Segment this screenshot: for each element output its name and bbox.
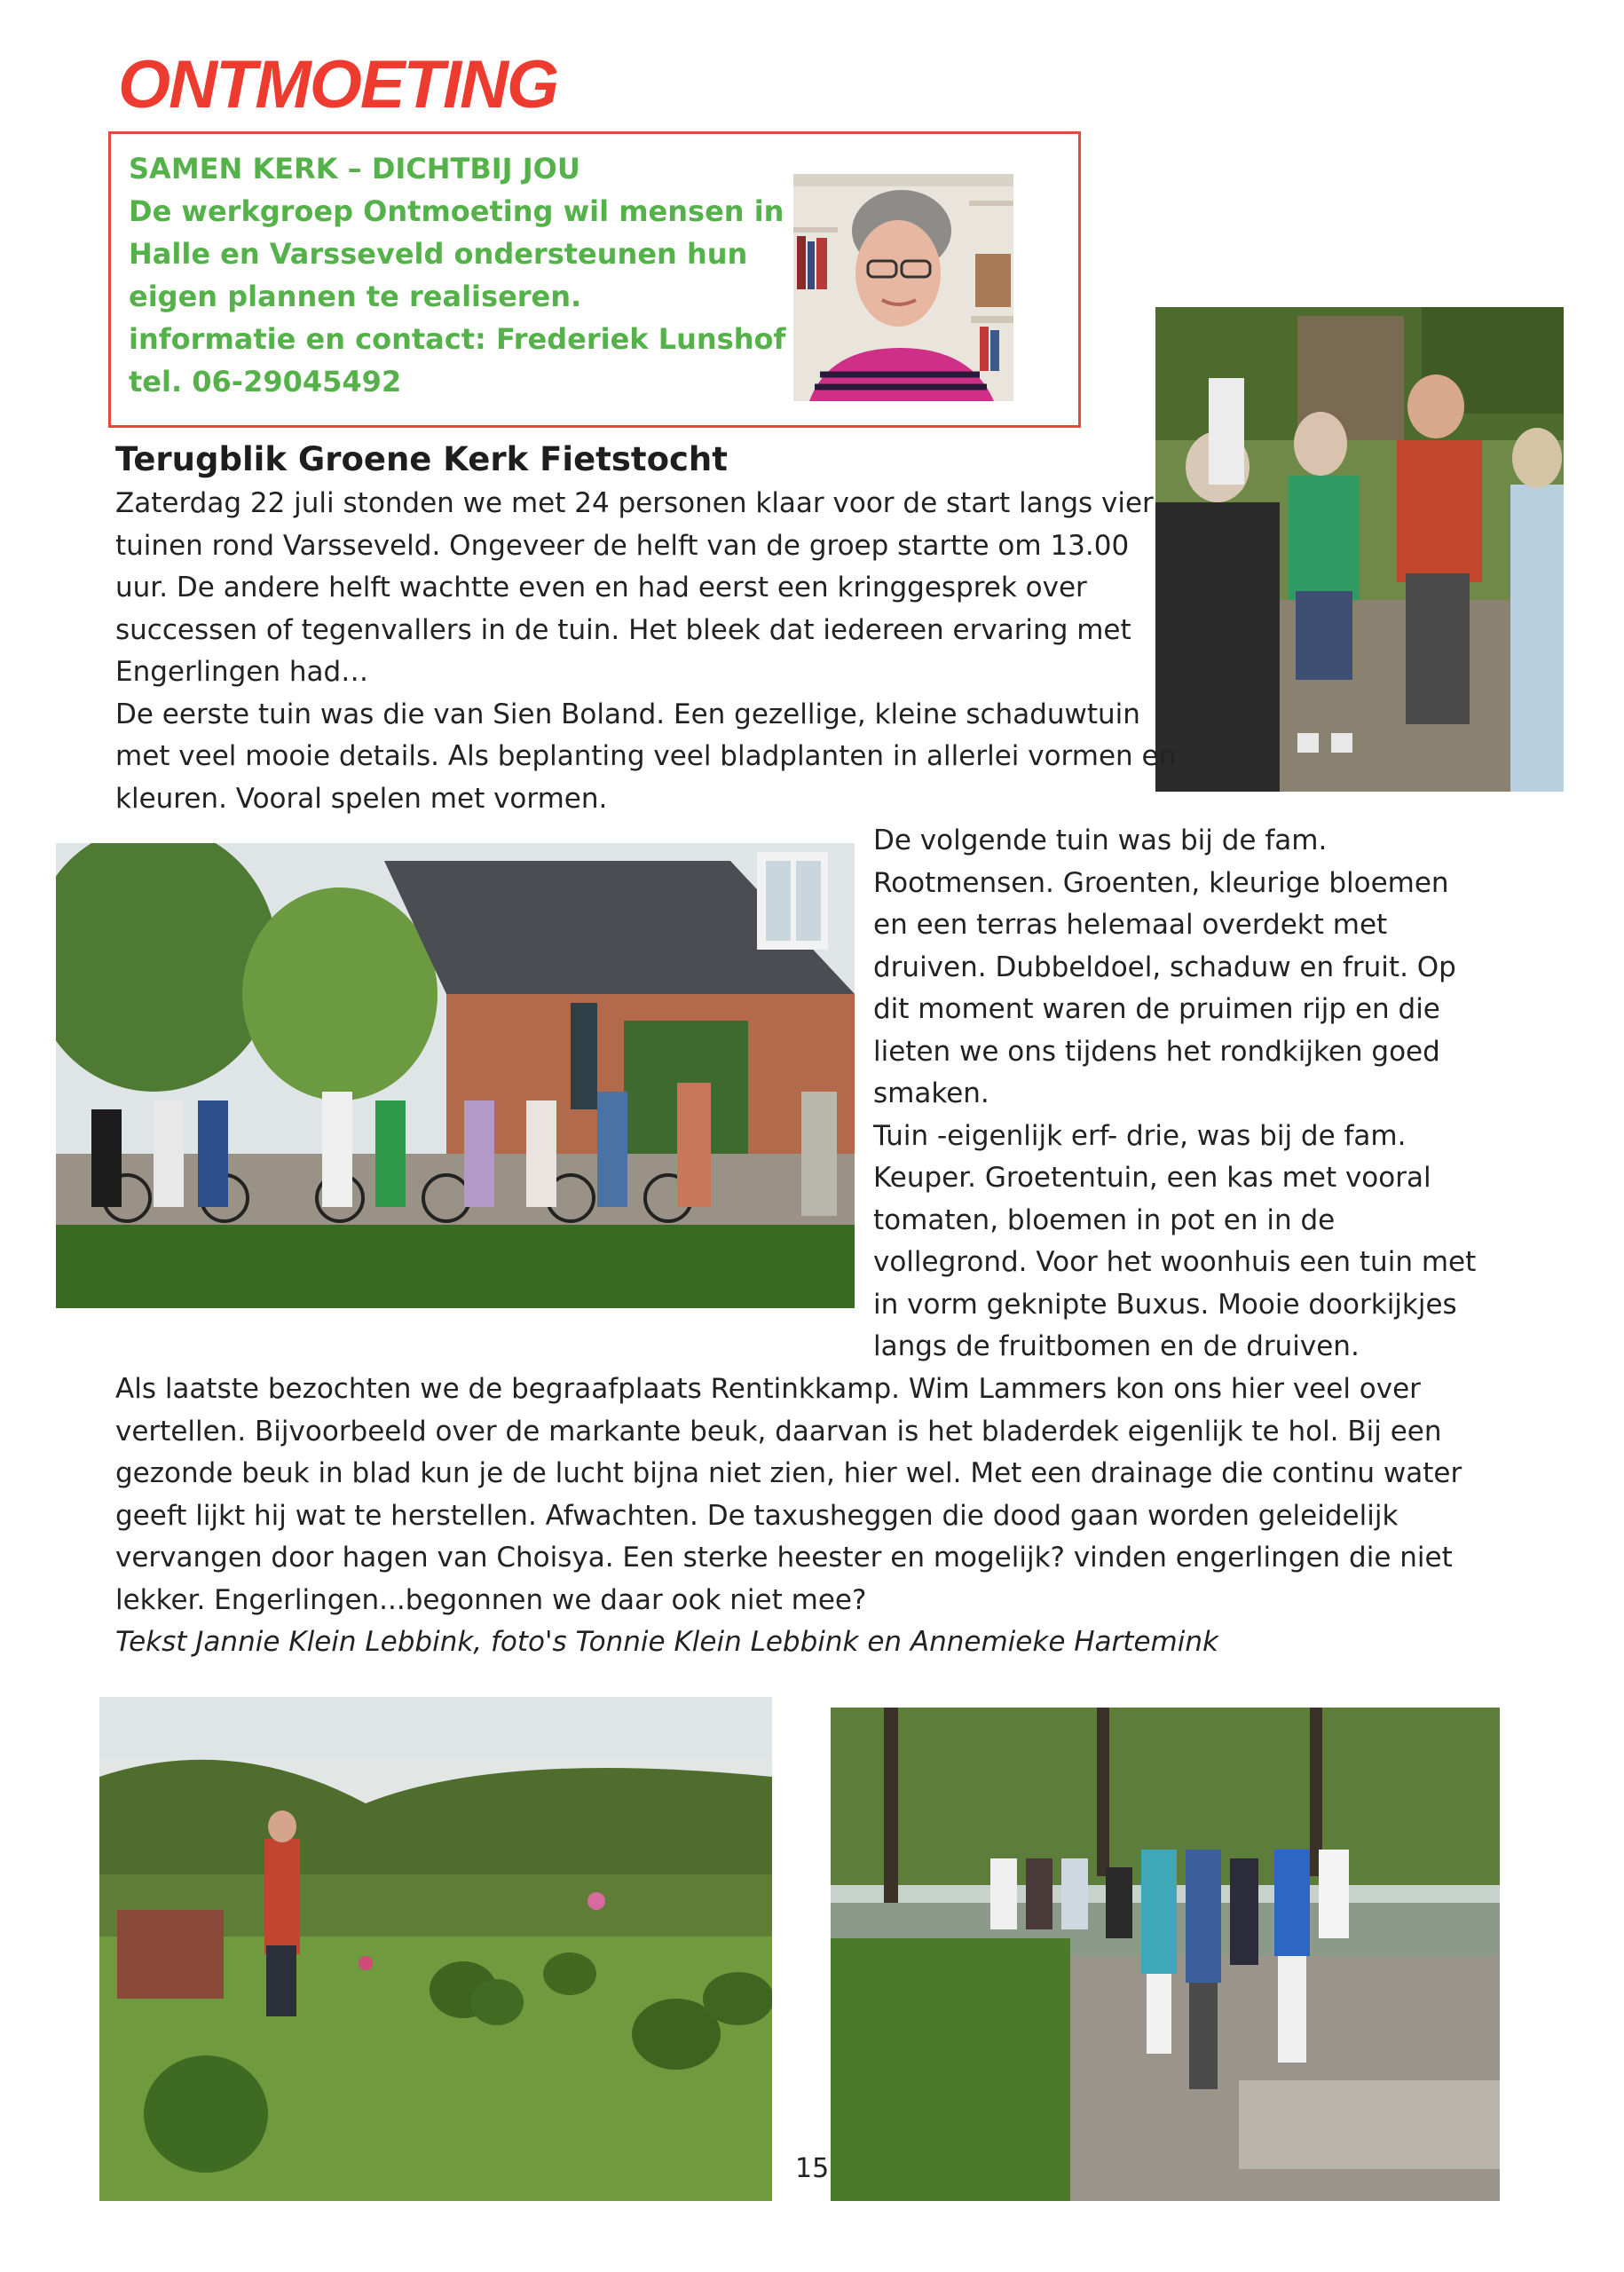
text-line: tomaten, bloemen in pot en in de xyxy=(873,1203,1336,1236)
text-line: Als laatste bezochten we de begraafplaats Rentinkkamp. Wim Lammers kon ons hier veel over xyxy=(115,1373,1421,1405)
text-line: vollegrond. Voor het woonhuis een tuin met xyxy=(873,1246,1477,1278)
text-line: en een terras helemaal overdekt met xyxy=(873,909,1388,941)
info-line-phone: tel. 06-29045492 xyxy=(129,365,402,398)
text-line: tuinen rond Varsseveld. Ongeveer de helft van de groep startte om 13.00 xyxy=(115,529,1130,562)
text-line: geeft lijkt hij wat te herstellen. Afwachten. De taxusheggen die dood gaan worden geleidelijk xyxy=(115,1499,1399,1532)
info-line-heading: SAMEN KERK – DICHTBIJ JOU xyxy=(129,152,580,185)
text-line: Tuin -eigenlijk erf- drie, was bij de fam. xyxy=(873,1119,1407,1152)
article-paragraph-cemetery xyxy=(115,1369,1462,1664)
article-heading: Terugblik Groene Kerk Fietstocht xyxy=(115,440,728,478)
photo-credit: Tekst Jannie Klein Lebbink, foto's Tonnie Klein Lebbink en Annemieke Hartemink xyxy=(115,1626,1218,1658)
info-line-contact: informatie en contact: Frederiek Lunshof xyxy=(129,322,786,356)
text-line: Zaterdag 22 juli stonden we met 24 personen klaar voor de start langs vier xyxy=(115,487,1154,519)
page-number: 15 xyxy=(795,2153,830,2184)
text-line: met veel mooie details. Als beplanting veel bladplanten in allerlei vormen en xyxy=(115,740,1177,772)
text-line: lekker. Engerlingen...begonnen we daar ook niet mee? xyxy=(115,1583,867,1616)
text-line: vervangen door hagen van Choisya. Een sterke heester en mogelijk? vinden engerlingen die niet xyxy=(115,1542,1453,1574)
text-line: De eerste tuin was die van Sien Boland. Een gezellige, kleine schaduwtuin xyxy=(115,698,1140,730)
text-line: gezonde beuk in blad kun je de lucht bijna niet zien, hier wel. Met een drainage die continu water xyxy=(115,1457,1462,1489)
article-paragraph-intro xyxy=(115,483,1176,820)
article-paragraph-gardens xyxy=(873,820,1476,1369)
text-line: smaken. xyxy=(873,1077,989,1109)
text-line: in vorm geknipte Buxus. Mooie doorkijkjes xyxy=(873,1288,1457,1321)
text-line: successen of tegenvallers in de tuin. Het bleek dat iedereen ervaring met xyxy=(115,613,1131,646)
info-line: Halle en Varsseveld ondersteunen hun xyxy=(129,237,748,271)
text-line: langs de fruitbomen en de druiven. xyxy=(873,1330,1360,1362)
contact-info-text xyxy=(129,147,785,403)
info-line: eigen plannen te realiseren. xyxy=(129,280,582,313)
text-line: druiven. Dubbeldoel, schaduw en fruit. Op xyxy=(873,951,1456,983)
text-line: uur. De andere helft wachtte even en had eerst een kringgesprek over xyxy=(115,572,1087,604)
text-line: Keuper. Groetentuin, een kas met vooral xyxy=(873,1162,1431,1194)
boxwood-garden-photo xyxy=(99,1697,772,2201)
text-line: Engerlingen had… xyxy=(115,656,369,688)
cemetery-visit-photo xyxy=(831,1708,1500,2201)
text-line: vertellen. Bijvoorbeeld over de markante beuk, daarvan is het bladerdek eigenlijk te hol. Bij een xyxy=(115,1415,1442,1448)
text-line: kleuren. Vooral spelen met vormen. xyxy=(115,782,608,815)
text-line: lieten we ons tijdens het rondkijken goed xyxy=(873,1035,1440,1068)
portrait-photo xyxy=(793,174,1013,401)
garden-group-photo xyxy=(1155,307,1564,792)
text-line: dit moment waren de pruimen rijp en die xyxy=(873,993,1440,1025)
info-line: De werkgroep Ontmoeting wil mensen in xyxy=(129,194,784,228)
section-title: ONTMOETING xyxy=(118,47,558,122)
text-line: De volgende tuin was bij de fam. xyxy=(873,824,1328,856)
text-line: Rootmensen. Groenten, kleurige bloemen xyxy=(873,866,1449,899)
house-cyclists-photo xyxy=(56,843,855,1308)
